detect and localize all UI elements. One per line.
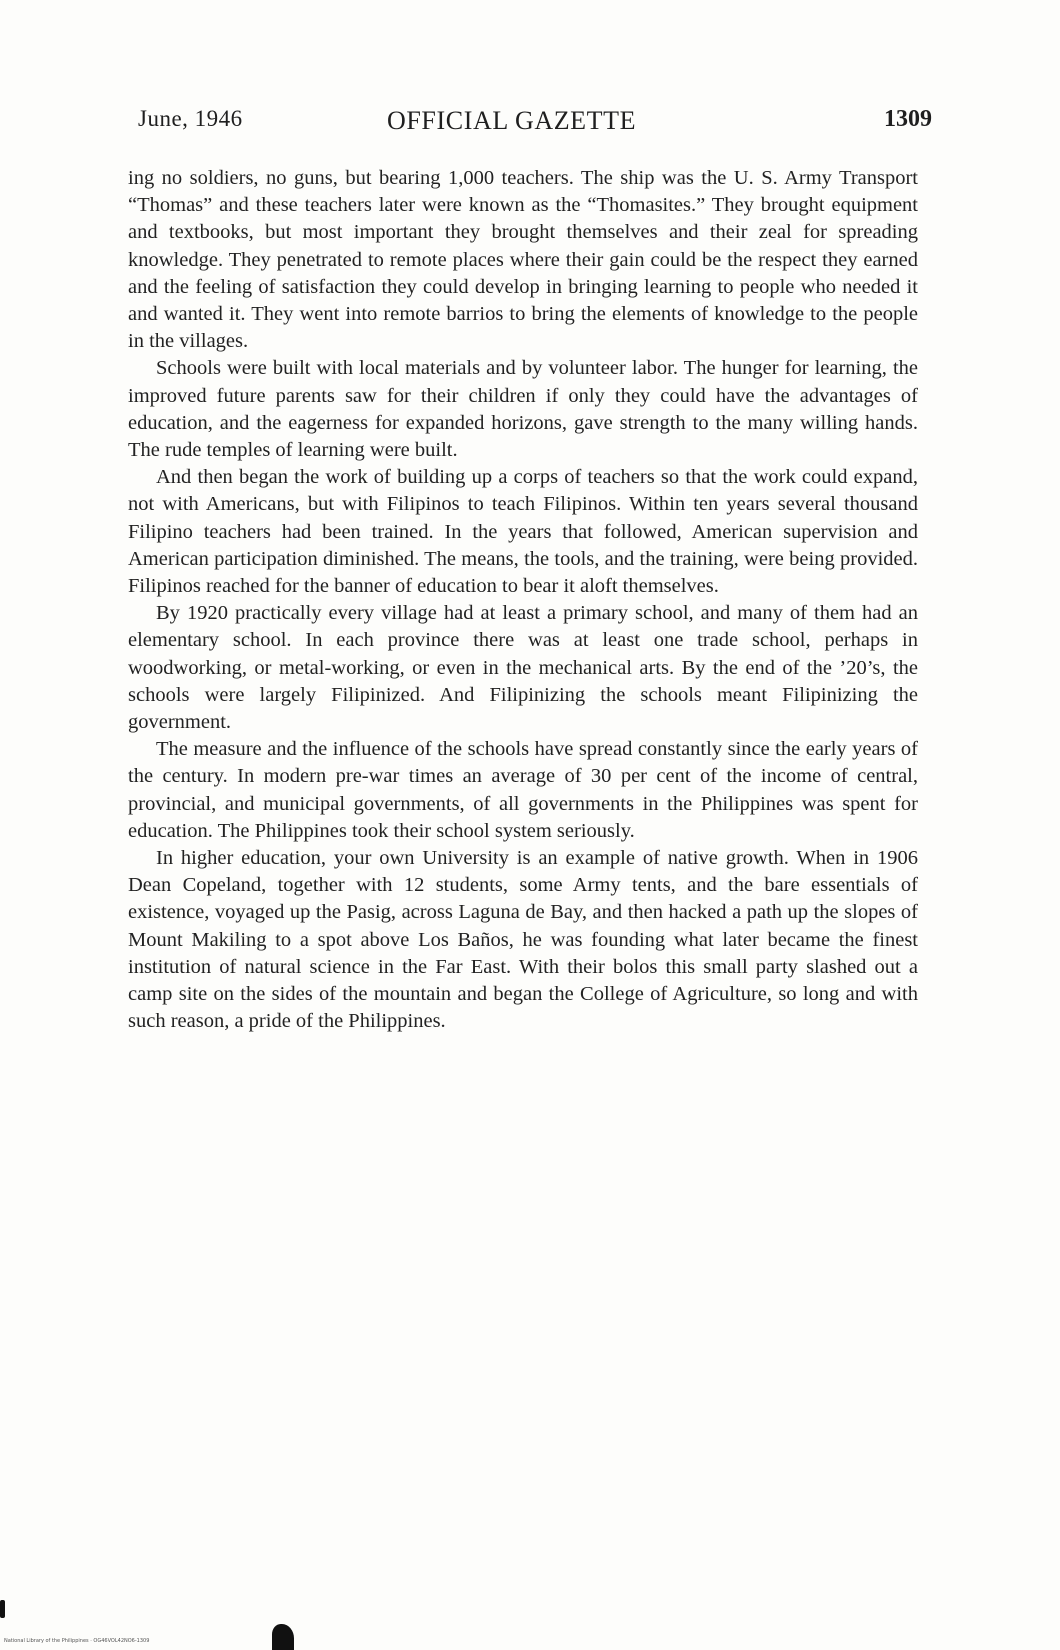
running-header (132, 98, 932, 138)
article-body (128, 165, 918, 1036)
paragraph: By 1920 practically every village had at least a primary school, and many of them had an elementary school. In each province there was at least one trade school, perhaps in woodworking, or metal-working, or even in the mechanical arts. By the end of the ’20’s, the schools were largely Filipinized. And Filipinizing the schools meant Filipinizing the government. (128, 602, 918, 734)
scan-credit: National Library of the Philippines · OG46VOL42NO6-1309 (4, 1638, 150, 1644)
paragraph: Schools were built with local materials and by volunteer labor. The hunger for learning, the improved future parents saw for their children if only they could have the advantages of education, and the eagerness for expanded horizons, gave strength to the many willing hands. The rude temples of learning were built. (128, 357, 918, 462)
paragraph: The measure and the influence of the schools have spread constantly since the early years of the century. In modern pre-war times an average of 30 per cent of the income of central, provincial, and municipal governments, of all governments in the Philippines was spent for education. The Philippines took their school system seriously. (128, 738, 918, 842)
scan-artifact (272, 1624, 294, 1650)
scan-artifact (0, 1600, 5, 1618)
paragraph: ing no soldiers, no guns, but bearing 1,000 teachers. The ship was the U. S. Army Transport “Thomas” and these teachers later were known as the “Thomasites.” They brought equipment and textbooks, but most important they brought themselves and their zeal for spreading knowledge. They penetrated to remote places where their gain could be the respect they earned and the feeling of satisfaction they could develop in bringing learning to people who needed it and wanted it. They went into remote barrios to bring the elements of knowledge to the people in the villages. (128, 167, 918, 353)
paragraph: And then began the work of building up a corps of teachers so that the work could expand, not with Americans, but with Filipinos to teach Filipinos. Within ten years several thousand Filipino teachers had been trained. In the years that followed, American supervision and American participation diminished. The means, the tools, and the training, were being provided. Filipinos reached for the banner of education to bear it aloft themselves. (128, 466, 918, 598)
publication-title: OFFICIAL GAZETTE (387, 106, 637, 135)
paragraph: In higher education, your own University is an example of native growth. When in 1906 Dean Copeland, together with 12 students, some Army tents, and the bare essentials of existence, voyaged up the Pasig, across Laguna de Bay, and then hacked a path up the slopes of Mount Makiling to a spot above Los Baños, he was founding what later became the finest institution of natural science in the Far East. With their bolos this small party slashed out a camp site on the sides of the mountain and began the College of Agriculture, so long and with such reason, a pride of the Philippines. (128, 847, 918, 1033)
issue-date: June, 1946 (138, 106, 243, 131)
page-number: 1309 (884, 106, 932, 132)
